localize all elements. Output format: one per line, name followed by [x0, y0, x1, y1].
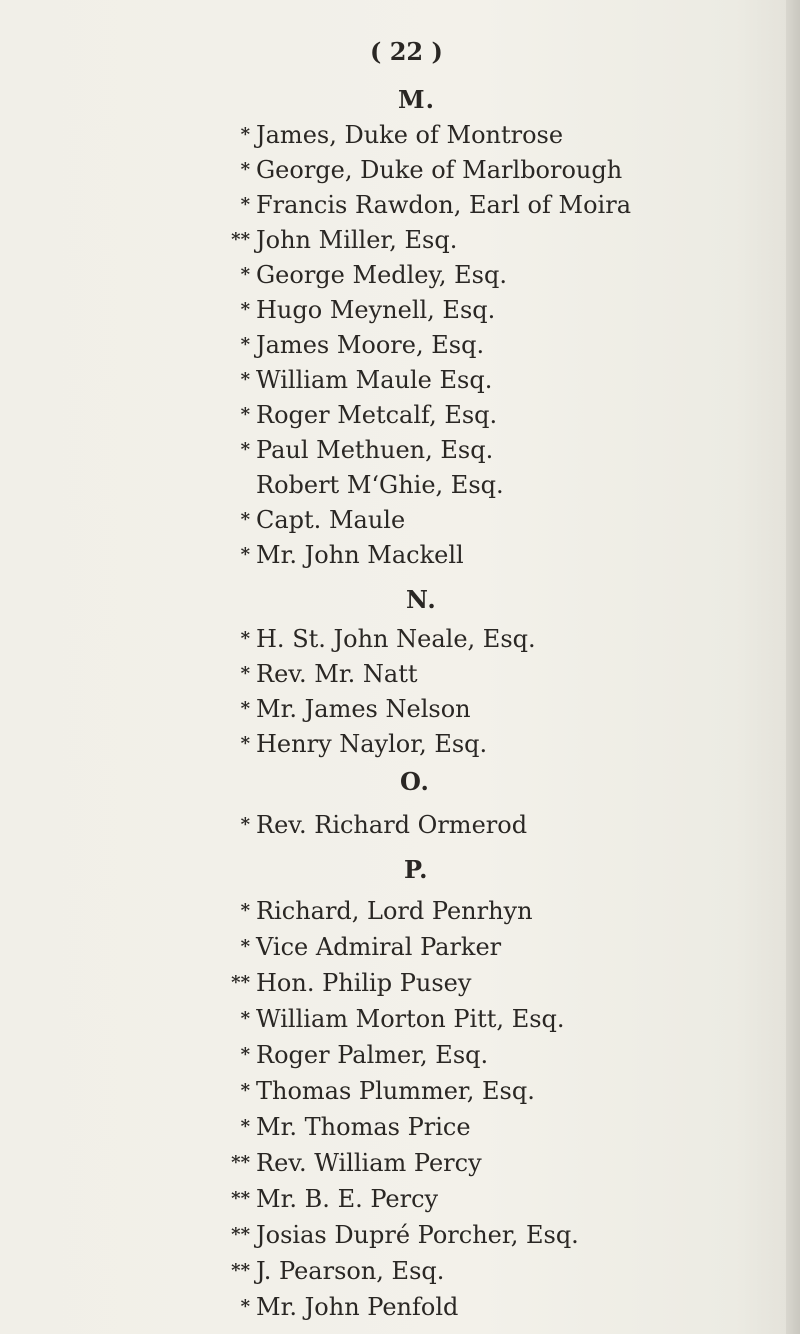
subscriber-name: Mr. B. E. Percy [256, 1185, 439, 1213]
subscriber-mark: * [240, 544, 250, 565]
subscriber-mark: * [240, 124, 250, 145]
subscriber-name: James Moore, Esq. [256, 331, 485, 359]
subscriber-mark: * [240, 264, 250, 285]
subscriber-mark: * [240, 1116, 250, 1137]
subscriber-name: William Maule Esq. [256, 366, 493, 394]
subscriber-name: Rev. William Percy [256, 1149, 482, 1177]
subscriber-name: Mr. John Penfold [256, 1293, 459, 1321]
subscriber-name: John Miller, Esq. [256, 226, 458, 254]
subscriber-name: Paul Methuen, Esq. [256, 436, 494, 464]
subscriber-mark: ** [231, 229, 250, 250]
subscriber-name: Josias Dupré Porcher, Esq. [256, 1221, 579, 1249]
subscriber-mark: * [240, 1008, 250, 1029]
subscriber-mark: * [240, 1044, 250, 1065]
subscriber-mark: ** [231, 1260, 250, 1281]
subscriber-name: H. St. John Neale, Esq. [256, 625, 536, 653]
subscriber-name: George Medley, Esq. [256, 261, 507, 289]
subscriber-name: Mr. Thomas Price [256, 1113, 471, 1141]
subscriber-mark: * [240, 936, 250, 957]
subscriber-mark: * [240, 194, 250, 215]
subscriber-mark: * [240, 628, 250, 649]
subscriber-name: Mr. John Mackell [256, 541, 464, 569]
subscriber-mark: ** [231, 1188, 250, 1209]
subscriber-mark: * [240, 404, 250, 425]
subscriber-mark: ** [231, 1152, 250, 1173]
subscriber-name: William Morton Pitt, Esq. [256, 1005, 565, 1033]
subscriber-name: J. Pearson, Esq. [256, 1257, 445, 1285]
subscriber-name: George, Duke of Marlborough [256, 156, 623, 184]
subscriber-mark: * [240, 509, 250, 530]
subscriber-mark: ** [231, 1224, 250, 1245]
subscriber-mark: * [240, 663, 250, 684]
section-heading-n: N. [406, 585, 437, 614]
subscriber-name: Vice Admiral Parker [256, 933, 502, 961]
subscriber-name: Rev. Mr. Natt [256, 660, 418, 688]
subscriber-mark: * [240, 334, 250, 355]
subscriber-name: Hon. Philip Pusey [256, 969, 472, 997]
subscriber-mark: * [240, 900, 250, 921]
subscriber-mark: * [240, 733, 250, 754]
subscriber-mark: * [240, 698, 250, 719]
subscriber-name: Rev. Richard Ormerod [256, 811, 528, 839]
subscriber-name: Francis Rawdon, Earl of Moira [256, 191, 631, 219]
section-heading-m: M. [398, 85, 435, 114]
subscriber-name: Hugo Meynell, Esq. [256, 296, 496, 324]
subscriber-name: Mr. James Nelson [256, 695, 471, 723]
section-heading-o: O. [400, 767, 430, 796]
subscriber-name: Henry Naylor, Esq. [256, 730, 488, 758]
subscriber-name: Robert M‘Ghie, Esq. [256, 471, 504, 499]
subscriber-mark: * [240, 299, 250, 320]
subscriber-name: Roger Palmer, Esq. [256, 1041, 489, 1069]
page-edge [786, 0, 800, 1334]
section-heading-p: P. [404, 855, 429, 884]
subscriber-name: Capt. Maule [256, 506, 406, 534]
subscriber-name: Richard, Lord Penrhyn [256, 897, 533, 925]
subscriber-name: James, Duke of Montrose [256, 121, 564, 149]
subscriber-mark: * [240, 369, 250, 390]
subscriber-mark: * [240, 159, 250, 180]
subscriber-mark: * [240, 814, 250, 835]
subscriber-name: Thomas Plummer, Esq. [256, 1077, 535, 1105]
subscriber-mark: * [240, 439, 250, 460]
subscriber-mark: * [240, 1080, 250, 1101]
subscriber-name: Roger Metcalf, Esq. [256, 401, 498, 429]
subscriber-mark: ** [231, 972, 250, 993]
subscriber-mark: * [240, 1296, 250, 1317]
page-number: ( 22 ) [370, 37, 443, 66]
